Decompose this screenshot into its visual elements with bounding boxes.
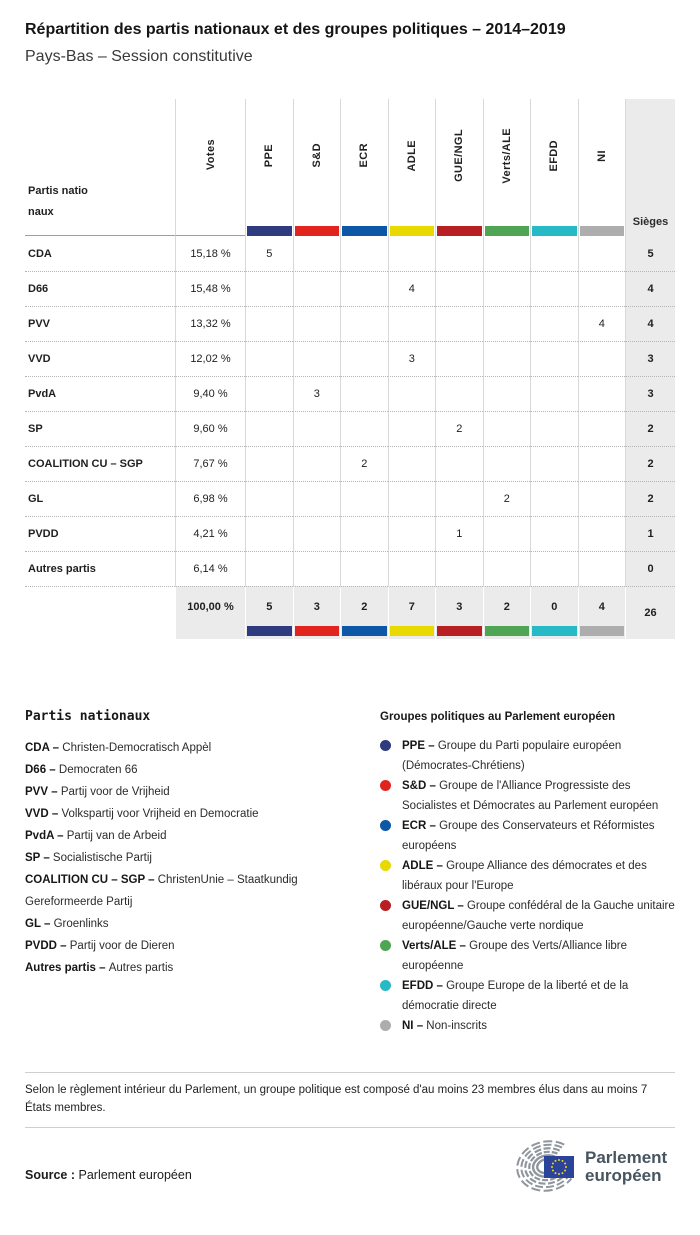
seats-cell: 1 bbox=[625, 516, 675, 551]
group-color-bar bbox=[247, 626, 292, 636]
votes-cell: 12,02 % bbox=[175, 341, 245, 376]
group-color-bar bbox=[532, 626, 577, 636]
legends-section bbox=[25, 709, 675, 1036]
group-seats-cell bbox=[530, 236, 578, 271]
group-seats-cell bbox=[530, 481, 578, 516]
party-name: PvdA bbox=[25, 376, 175, 411]
group-seats-cell bbox=[388, 236, 436, 271]
group-seats-cell bbox=[340, 341, 388, 376]
group-seats-cell bbox=[578, 516, 626, 551]
group-seats-cell: 3 bbox=[388, 341, 436, 376]
legend-party-name: Partij van de Arbeid bbox=[66, 830, 167, 842]
group-seats-cell bbox=[388, 481, 436, 516]
group-label: S&D bbox=[310, 143, 323, 168]
legend-group-abbr: GUE/NGL – bbox=[402, 900, 467, 912]
column-header-votes-label: Votes bbox=[204, 139, 217, 171]
legend-party-item bbox=[25, 869, 365, 913]
footnote: Selon le règlement intérieur du Parlement, un groupe politique est composé d'au moins 23 membres élus dans au moins 7 États membres. bbox=[25, 1084, 648, 1114]
seats-cell: 2 bbox=[625, 411, 675, 446]
divider bbox=[25, 1127, 675, 1128]
group-seats-cell bbox=[293, 271, 341, 306]
group-label: NI bbox=[595, 149, 608, 162]
party-name: CDA bbox=[28, 247, 52, 260]
group-seats-cell bbox=[578, 376, 626, 411]
legend-color-dot-icon bbox=[380, 900, 391, 911]
group-seats-cell bbox=[578, 411, 626, 446]
votes-cell: 6,98 % bbox=[175, 481, 245, 516]
seats-cell: 5 bbox=[625, 236, 675, 271]
seats-cell: 4 bbox=[625, 306, 675, 341]
group-seats-cell bbox=[245, 271, 293, 306]
group-seats-cell bbox=[340, 516, 388, 551]
column-header-parties-label: Partis nationaux bbox=[28, 185, 88, 218]
group-seats-cell bbox=[293, 516, 341, 551]
legend-party-name: Christen-Democratisch Appèl bbox=[62, 742, 212, 754]
party-name: Autres partis bbox=[25, 551, 175, 586]
group-seats-cell bbox=[530, 411, 578, 446]
group-seats-cell bbox=[483, 306, 531, 341]
group-seats-cell bbox=[483, 341, 531, 376]
group-seats-cell bbox=[388, 446, 436, 481]
national-parties-legend bbox=[25, 709, 380, 1036]
legend-color-dot-icon bbox=[380, 940, 391, 951]
group-seats-cell bbox=[435, 481, 483, 516]
column-header-group-Verts/ALE bbox=[483, 99, 531, 236]
total-group-cell: 3 bbox=[293, 586, 341, 639]
group-seats-cell bbox=[435, 341, 483, 376]
total-group-cell: 0 bbox=[530, 586, 578, 639]
legend-group-name: Non-inscrits bbox=[426, 1020, 488, 1032]
group-color-bar bbox=[580, 626, 625, 636]
column-header-group-S&D bbox=[293, 99, 341, 236]
legend-party-item bbox=[25, 957, 365, 979]
legend-party-name: Socialistische Partij bbox=[52, 852, 152, 864]
group-seats-cell: 1 bbox=[435, 516, 483, 551]
legend-group-name: Groupe confédéral de la Gauche unitaire européenne/Gauche verte nordique bbox=[402, 900, 675, 932]
group-color-bar bbox=[342, 226, 387, 236]
group-seats-cell bbox=[340, 551, 388, 586]
group-seats-cell bbox=[530, 516, 578, 551]
legend-group-abbr: S&D – bbox=[402, 780, 440, 792]
legend-party-item bbox=[25, 759, 365, 781]
group-label: EFDD bbox=[548, 139, 561, 172]
parliament-hemicycle-icon bbox=[507, 1136, 675, 1194]
group-seats-cell bbox=[483, 516, 531, 551]
divider bbox=[25, 1072, 675, 1073]
group-color-bar bbox=[437, 626, 482, 636]
legend-party-name: ChristenUnie – Staatkundig Gereformeerde Partij bbox=[25, 874, 298, 908]
group-seats-cell bbox=[578, 271, 626, 306]
legend-group-abbr: ECR – bbox=[402, 820, 440, 832]
distribution-table bbox=[25, 99, 675, 639]
group-seats-cell bbox=[435, 551, 483, 586]
group-seats-cell bbox=[340, 481, 388, 516]
legend-group-abbr: ADLE – bbox=[402, 860, 447, 872]
legend-party-abbr: CDA – bbox=[25, 742, 63, 754]
group-seats-cell bbox=[388, 551, 436, 586]
column-header-group-ECR bbox=[340, 99, 388, 236]
total-votes-cell: 100,00 % bbox=[175, 586, 245, 639]
legend-party-item bbox=[25, 913, 365, 935]
group-seats-cell bbox=[293, 551, 341, 586]
legend-party-item bbox=[25, 825, 365, 847]
total-group-cell: 5 bbox=[245, 586, 293, 639]
group-seats-cell: 2 bbox=[435, 411, 483, 446]
group-seats-cell: 4 bbox=[388, 271, 436, 306]
group-color-bar bbox=[437, 226, 482, 236]
group-seats-cell: 4 bbox=[578, 306, 626, 341]
legend-party-abbr: SP – bbox=[25, 852, 53, 864]
column-header-group-EFDD bbox=[530, 99, 578, 236]
logo-text-line1: Parlement bbox=[585, 1148, 668, 1167]
group-seats-cell bbox=[483, 236, 531, 271]
column-header-votes bbox=[175, 99, 245, 236]
legend-party-abbr: PVDD – bbox=[25, 940, 70, 952]
political-groups-legend-items bbox=[380, 736, 675, 1036]
column-header-group-PPE bbox=[245, 99, 293, 236]
group-label: GUE/NGL bbox=[453, 129, 466, 182]
legend-group-name: Groupe des Conservateurs et Réformistes européens bbox=[402, 820, 655, 852]
group-seats-cell: 2 bbox=[483, 481, 531, 516]
group-seats-cell bbox=[340, 236, 388, 271]
legend-group-item bbox=[380, 1016, 675, 1036]
votes-cell: 9,60 % bbox=[175, 411, 245, 446]
total-group-cell: 7 bbox=[388, 586, 436, 639]
group-seats-cell bbox=[245, 516, 293, 551]
group-label: Verts/ALE bbox=[500, 127, 513, 184]
column-header-seats-label: Sièges bbox=[632, 216, 669, 228]
legend-party-abbr: PVV – bbox=[25, 786, 61, 798]
group-seats-cell: 2 bbox=[340, 446, 388, 481]
group-seats-cell bbox=[388, 411, 436, 446]
legend-party-name: Autres partis bbox=[108, 962, 174, 974]
group-seats-cell: 3 bbox=[293, 376, 341, 411]
seats-cell: 2 bbox=[625, 481, 675, 516]
group-seats-cell bbox=[483, 271, 531, 306]
group-seats-cell bbox=[483, 446, 531, 481]
total-group-cell: 4 bbox=[578, 586, 626, 639]
group-seats-cell bbox=[340, 306, 388, 341]
group-seats-cell bbox=[245, 306, 293, 341]
group-color-bar bbox=[390, 226, 435, 236]
legend-group-item bbox=[380, 936, 675, 976]
group-seats-cell bbox=[340, 411, 388, 446]
legend-party-name: Partij voor de Dieren bbox=[69, 940, 175, 952]
group-color-bar bbox=[532, 226, 577, 236]
group-seats-cell bbox=[245, 551, 293, 586]
party-name: SP bbox=[25, 411, 175, 446]
national-parties-legend-items bbox=[25, 737, 365, 979]
group-label: ECR bbox=[358, 143, 371, 168]
legend-party-name: Partij voor de Vrijheid bbox=[60, 786, 170, 798]
group-color-bar bbox=[580, 226, 625, 236]
group-seats-cell bbox=[340, 271, 388, 306]
group-seats-cell bbox=[578, 481, 626, 516]
column-header-group-NI bbox=[578, 99, 626, 236]
source-value: Parlement européen bbox=[78, 1168, 192, 1182]
group-seats-cell bbox=[578, 341, 626, 376]
group-seats-cell bbox=[293, 341, 341, 376]
legend-group-item bbox=[380, 776, 675, 816]
legend-group-name: Groupe du Parti populaire européen (Démocrates-Chrétiens) bbox=[402, 740, 622, 772]
legend-group-name: Groupe de l'Alliance Progressiste des Socialistes et Démocrates au Parlement européen bbox=[402, 780, 659, 812]
national-parties-legend-title: Partis nationaux bbox=[25, 709, 151, 724]
legend-party-item bbox=[25, 781, 365, 803]
infographic-page bbox=[0, 21, 700, 1194]
group-seats-cell bbox=[293, 236, 341, 271]
total-seats-cell: 26 bbox=[625, 586, 675, 639]
seats-cell: 2 bbox=[625, 446, 675, 481]
votes-cell: 6,14 % bbox=[175, 551, 245, 586]
total-spacer-cell bbox=[25, 586, 175, 639]
group-color-bar bbox=[342, 626, 387, 636]
column-header-group-GUE/NGL bbox=[435, 99, 483, 236]
legend-color-dot-icon bbox=[380, 980, 391, 991]
group-color-bar bbox=[485, 626, 530, 636]
group-seats-cell bbox=[483, 551, 531, 586]
legend-color-dot-icon bbox=[380, 780, 391, 791]
group-seats-cell bbox=[293, 481, 341, 516]
total-group-cell: 2 bbox=[340, 586, 388, 639]
group-label: PPE bbox=[263, 143, 276, 168]
seats-cell: 4 bbox=[625, 271, 675, 306]
column-header-group-ADLE bbox=[388, 99, 436, 236]
votes-cell: 9,40 % bbox=[175, 376, 245, 411]
party-name: VVD bbox=[25, 341, 175, 376]
group-seats-cell bbox=[578, 236, 626, 271]
group-seats-cell bbox=[530, 376, 578, 411]
group-seats-cell bbox=[388, 516, 436, 551]
group-seats-cell bbox=[245, 376, 293, 411]
legend-group-item bbox=[380, 896, 675, 936]
legend-party-name: Volkspartij voor Vrijheid en Democratie bbox=[61, 808, 259, 820]
group-seats-cell bbox=[245, 411, 293, 446]
legend-party-abbr: VVD – bbox=[25, 808, 62, 820]
legend-party-item bbox=[25, 935, 365, 957]
seats-cell: 3 bbox=[625, 376, 675, 411]
party-name: GL bbox=[25, 481, 175, 516]
group-seats-cell bbox=[435, 271, 483, 306]
group-color-bar bbox=[247, 226, 292, 236]
column-header-parties bbox=[25, 99, 175, 236]
group-seats-cell bbox=[530, 446, 578, 481]
legend-color-dot-icon bbox=[380, 1020, 391, 1031]
seats-cell: 3 bbox=[625, 341, 675, 376]
group-seats-cell bbox=[483, 411, 531, 446]
group-seats-cell bbox=[578, 446, 626, 481]
political-groups-legend-title: Groupes politiques au Parlement européen bbox=[380, 711, 616, 723]
legend-party-name: Democraten 66 bbox=[58, 764, 138, 776]
page-title: Répartition des partis nationaux et des groupes politiques – 2014–2019 bbox=[25, 21, 566, 38]
group-seats-cell bbox=[245, 481, 293, 516]
party-name: D66 bbox=[25, 271, 175, 306]
group-seats-cell bbox=[293, 411, 341, 446]
group-seats-cell bbox=[388, 376, 436, 411]
votes-cell: 15,48 % bbox=[175, 271, 245, 306]
group-seats-cell bbox=[435, 236, 483, 271]
group-seats-cell bbox=[530, 306, 578, 341]
legend-party-name: Groenlinks bbox=[53, 918, 109, 930]
votes-cell: 15,18 % bbox=[175, 236, 245, 271]
votes-cell: 13,32 % bbox=[175, 306, 245, 341]
group-seats-cell bbox=[435, 376, 483, 411]
group-color-bar bbox=[295, 226, 340, 236]
legend-group-name: Groupe des Verts/Alliance libre européenne bbox=[402, 940, 628, 972]
seats-cell: 0 bbox=[625, 551, 675, 586]
logo-text-line2: européen bbox=[585, 1166, 662, 1185]
legend-group-item bbox=[380, 736, 675, 776]
legend-party-item bbox=[25, 803, 365, 825]
legend-party-abbr: D66 – bbox=[25, 764, 59, 776]
legend-group-name: Groupe Europe de la liberté et de la démocratie directe bbox=[402, 980, 629, 1012]
group-color-bar bbox=[295, 626, 340, 636]
legend-group-abbr: EFDD – bbox=[402, 980, 447, 992]
footer-row bbox=[25, 1136, 675, 1194]
source-label: Source : bbox=[25, 1168, 76, 1182]
group-seats-cell bbox=[483, 376, 531, 411]
legend-color-dot-icon bbox=[380, 860, 391, 871]
votes-cell: 4,21 % bbox=[175, 516, 245, 551]
party-name: PVDD bbox=[25, 516, 175, 551]
group-color-bar bbox=[390, 626, 435, 636]
group-seats-cell bbox=[530, 271, 578, 306]
political-groups-legend bbox=[380, 709, 675, 1036]
legend-group-item bbox=[380, 976, 675, 1016]
legend-party-abbr: COALITION CU – SGP – bbox=[25, 874, 158, 886]
group-seats-cell bbox=[435, 446, 483, 481]
total-group-cell: 2 bbox=[483, 586, 531, 639]
legend-party-abbr: GL – bbox=[25, 918, 54, 930]
group-seats-cell bbox=[245, 446, 293, 481]
column-header-seats bbox=[625, 99, 675, 236]
legend-party-item bbox=[25, 847, 365, 869]
european-parliament-logo bbox=[507, 1136, 675, 1194]
legend-group-item bbox=[380, 816, 675, 856]
group-seats-cell bbox=[435, 306, 483, 341]
party-name: PVV bbox=[25, 306, 175, 341]
legend-color-dot-icon bbox=[380, 740, 391, 751]
legend-color-dot-icon bbox=[380, 820, 391, 831]
group-seats-cell bbox=[530, 341, 578, 376]
group-seats-cell bbox=[388, 306, 436, 341]
votes-cell: 7,67 % bbox=[175, 446, 245, 481]
group-seats-cell: 5 bbox=[245, 236, 293, 271]
legend-party-item bbox=[25, 737, 365, 759]
legend-party-abbr: PvdA – bbox=[25, 830, 67, 842]
party-name: COALITION CU – SGP bbox=[25, 446, 175, 481]
group-seats-cell bbox=[293, 446, 341, 481]
group-seats-cell bbox=[530, 551, 578, 586]
group-seats-cell bbox=[578, 551, 626, 586]
group-label: ADLE bbox=[405, 139, 418, 172]
legend-group-item bbox=[380, 856, 675, 896]
total-group-cell: 3 bbox=[435, 586, 483, 639]
group-seats-cell bbox=[293, 306, 341, 341]
group-color-bar bbox=[485, 226, 530, 236]
page-subtitle: Pays-Bas – Session constitutive bbox=[25, 48, 253, 65]
legend-group-name: Groupe Alliance des démocrates et des libéraux pour l'Europe bbox=[402, 860, 647, 892]
legend-group-abbr: PPE – bbox=[402, 740, 438, 752]
legend-group-abbr: Verts/ALE – bbox=[402, 940, 470, 952]
source-line bbox=[25, 1168, 192, 1182]
legend-group-abbr: NI – bbox=[402, 1020, 427, 1032]
group-seats-cell bbox=[340, 376, 388, 411]
legend-party-abbr: Autres partis – bbox=[25, 962, 109, 974]
group-seats-cell bbox=[245, 341, 293, 376]
